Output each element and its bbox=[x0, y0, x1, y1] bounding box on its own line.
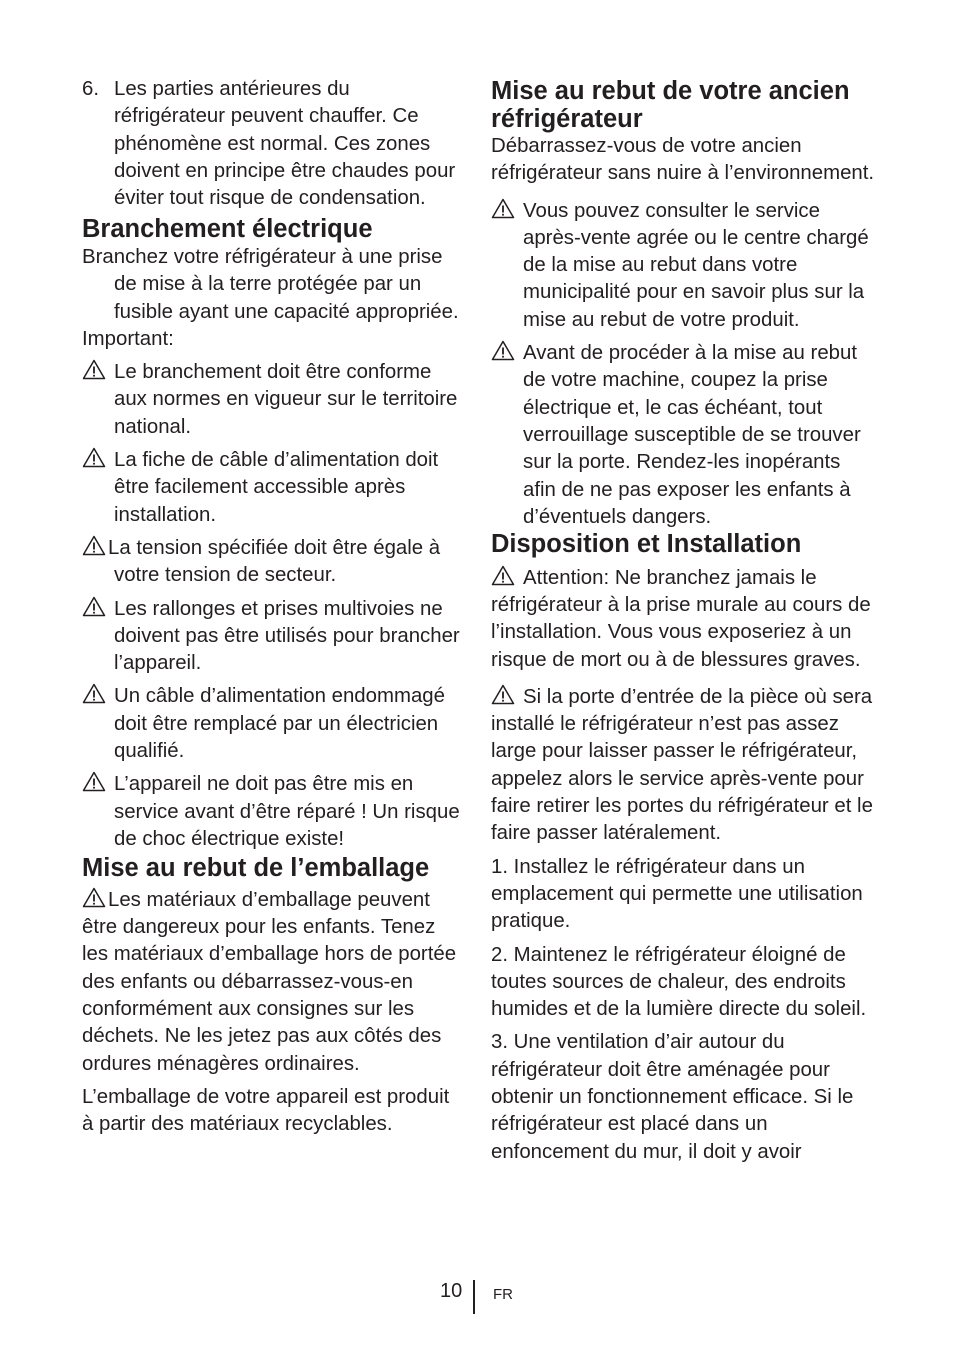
ancien-intro: Débarrassez-vous de votre ancien réfrigérateur sans nuire à l’environnement. bbox=[491, 135, 875, 185]
section-title-emballage: Mise au rebut de l’emballage bbox=[82, 854, 430, 883]
warning-text: Vous pouvez consulter le service après-vente agrée ou le centre chargé de la mise au rebut dans votre municipalité pour en savoir plus sur la mise au rebut de votre produit. bbox=[523, 199, 869, 331]
section-title-branchement: Branchement électrique bbox=[82, 215, 373, 244]
language-label: FR bbox=[493, 1286, 513, 1303]
left-column bbox=[82, 76, 466, 1138]
warning-item bbox=[82, 535, 466, 590]
list-item-number: 6. bbox=[82, 78, 100, 100]
warning-item bbox=[82, 683, 466, 765]
warning-triangle-icon bbox=[82, 683, 114, 765]
section-title-ancien: Mise au rebut de votre ancien réfrigérateur bbox=[491, 77, 850, 133]
emballage-warning-text: Les matériaux d’emballage peuvent être dangereux pour les enfants. Tenez les matériaux d’emballage hors de portée des enfants ou débarrassez-vous-en conformément aux consignes sur les déchets. Ne les jetez pas aux côtés des ordures ménagères ordinaires. bbox=[82, 888, 457, 1075]
disposition-warning-text: Si la porte d’entrée de la pièce où sera installé le réfrigérateur n’est pas assez large pour laisser passer le réfrigérateur, appelez alors le service après-vente pour faire retirer les portes du réfrigérateur et le faire passer latéralement. bbox=[491, 685, 873, 845]
warning-triangle-icon bbox=[82, 535, 108, 562]
warning-text: La tension spécifiée doit être égale à votre tension de secteur. bbox=[108, 536, 441, 587]
warning-item bbox=[82, 771, 466, 853]
disposition-warning bbox=[491, 684, 876, 848]
emballage-warning bbox=[82, 887, 466, 1078]
emballage-text: L’emballage de votre appareil est produit à partir des matériaux recyclables. bbox=[82, 1085, 450, 1136]
list-item-6 bbox=[82, 76, 466, 212]
step-item: 3. Une ventilation d’air autour du réfrigérateur doit être aménagée pour obtenir un fonctionnement efficace. Si le réfrigérateur est placé dans un enfoncement du mur, il doit y avoir bbox=[491, 1031, 854, 1163]
important-label: Important: bbox=[82, 327, 174, 350]
step-item: 1. Installez le réfrigérateur dans un emplacement qui permette une utilisation pratique. bbox=[491, 855, 863, 933]
warning-triangle-icon bbox=[82, 596, 114, 678]
warning-item bbox=[491, 340, 876, 531]
footer-divider bbox=[473, 1280, 475, 1314]
warning-triangle-icon bbox=[82, 359, 114, 441]
page-number: 10 bbox=[440, 1280, 463, 1302]
warning-text: Un câble d’alimentation endommagé doit être remplacé par un électricien qualifié. bbox=[114, 685, 445, 763]
step-item: 2. Maintenez le réfrigérateur éloigné de toutes sources de chaleur, des endroits humides et de la lumière directe du soleil. bbox=[491, 943, 867, 1021]
warning-triangle-icon bbox=[491, 565, 523, 592]
branchement-intro: Branchez votre réfrigérateur à une prise de mise à la terre protégée par un fusible ayant une capacité appropriée. bbox=[82, 245, 459, 323]
warning-text: Le branchement doit être conforme aux normes en vigueur sur le territoire national. bbox=[114, 361, 458, 438]
warning-triangle-icon bbox=[491, 198, 523, 334]
disposition-warning-text: Attention: Ne branchez jamais le réfrigérateur à la prise murale au cours de l’installation. Vous vous exposeriez à un risque de mort ou à de blessures graves. bbox=[491, 566, 871, 671]
warning-item bbox=[82, 359, 466, 441]
disposition-warning bbox=[491, 565, 876, 674]
warning-item bbox=[82, 447, 466, 529]
warning-text: L’appareil ne doit pas être mis en service avant d’être réparé ! Un risque de choc électrique existe! bbox=[114, 773, 460, 850]
warning-triangle-icon bbox=[491, 340, 523, 531]
warning-item bbox=[491, 198, 876, 334]
right-column bbox=[491, 76, 876, 1166]
warning-triangle-icon bbox=[491, 684, 523, 711]
warning-triangle-icon bbox=[82, 887, 108, 914]
warning-triangle-icon bbox=[82, 771, 114, 853]
warning-triangle-icon bbox=[82, 447, 114, 529]
warning-text: Les rallonges et prises multivoies ne doivent pas être utilisés pour brancher l’appareil. bbox=[114, 597, 460, 675]
warning-item bbox=[82, 596, 466, 678]
warning-text: La fiche de câble d’alimentation doit être facilement accessible après installation. bbox=[114, 449, 439, 526]
warning-text: Avant de procéder à la mise au rebut de votre machine, coupez la prise électrique et, le cas échéant, tout verrouillage susceptible de se trouver sur la porte. Rendez-les inopérants afin de ne pas exposer les enfants à d’éventuels dangers. bbox=[523, 342, 861, 528]
list-item-text: Les parties antérieures du réfrigérateur peuvent chauffer. Ce phénomène est normal. Ces zones doivent en principe être chaudes pour éviter tout risque de condensation. bbox=[114, 78, 456, 210]
section-title-disposition: Disposition et Installation bbox=[491, 530, 802, 559]
